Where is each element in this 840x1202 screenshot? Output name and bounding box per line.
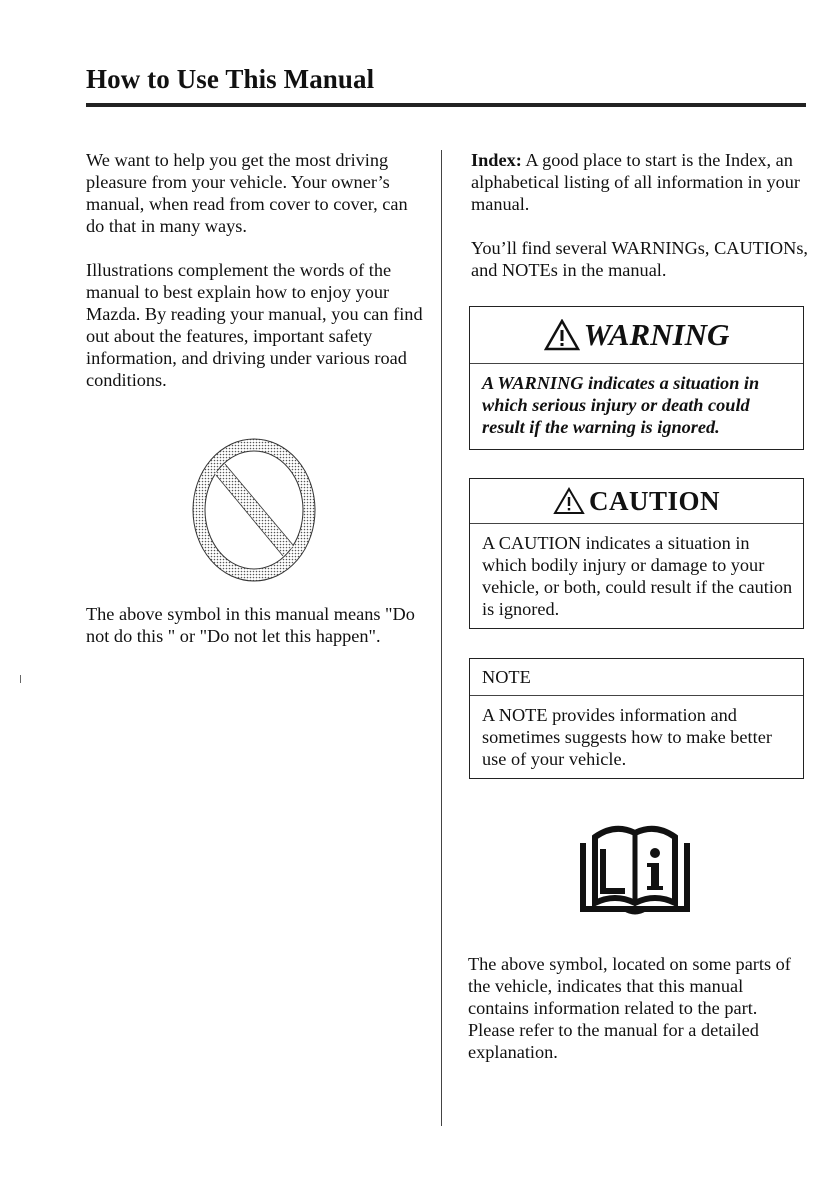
owner-manual-info-icon (575, 823, 695, 916)
prohibition-icon (189, 435, 319, 585)
note-box (469, 658, 804, 779)
margin-mark (20, 675, 21, 683)
title-rule (86, 103, 806, 107)
note-header (470, 659, 803, 696)
caution-header (470, 479, 803, 524)
symbol-caption: The above symbol in this manual means "Do not do this " or "Do not let this happen". (86, 604, 415, 646)
page-title: How to Use This Manual (86, 64, 375, 94)
note-text: A NOTE provides information and sometimes suggests how to make better use of your vehicle. (482, 705, 772, 769)
warning-box (469, 306, 804, 450)
warning-triangle-icon (544, 319, 580, 351)
note-title: NOTE (482, 666, 531, 687)
manual-symbol-caption: The above symbol, located on some parts of the vehicle, indicates that this manual contains information related to the part. Please refer to the manual for a detailed explanation. (468, 954, 791, 1062)
notices-intro: You’ll find several WARNINGs, CAUTIONs, and NOTEs in the manual. (471, 238, 809, 280)
intro-paragraph: We want to help you get the most driving pleasure from your vehicle. Your owner’s manual, when read from cover to cover, can do that in many ways. (86, 150, 408, 236)
warning-text: A WARNING indicates a situation in which serious injury or death could result if the warning is ignored. (482, 373, 760, 437)
caution-text: A CAUTION indicates a situation in which bodily injury or damage to your vehicle, or both, could result if the caution is ignored. (482, 533, 793, 619)
warning-title: WARNING (583, 317, 730, 352)
index-label: Index: (471, 150, 522, 170)
caution-box (469, 478, 804, 629)
illustrations-paragraph: Illustrations complement the words of the manual to best explain how to enjoy your Mazda. By reading your manual, you can find out about the features, important safety information, and driving under various road conditions. (86, 260, 423, 390)
index-paragraph (471, 149, 811, 215)
warning-header (470, 307, 803, 364)
caution-triangle-icon (553, 487, 585, 515)
column-divider (441, 150, 442, 1126)
index-text: A good place to start is the Index, an alphabetical listing of all information in your manual. (471, 150, 800, 214)
caution-title: CAUTION (588, 485, 720, 516)
